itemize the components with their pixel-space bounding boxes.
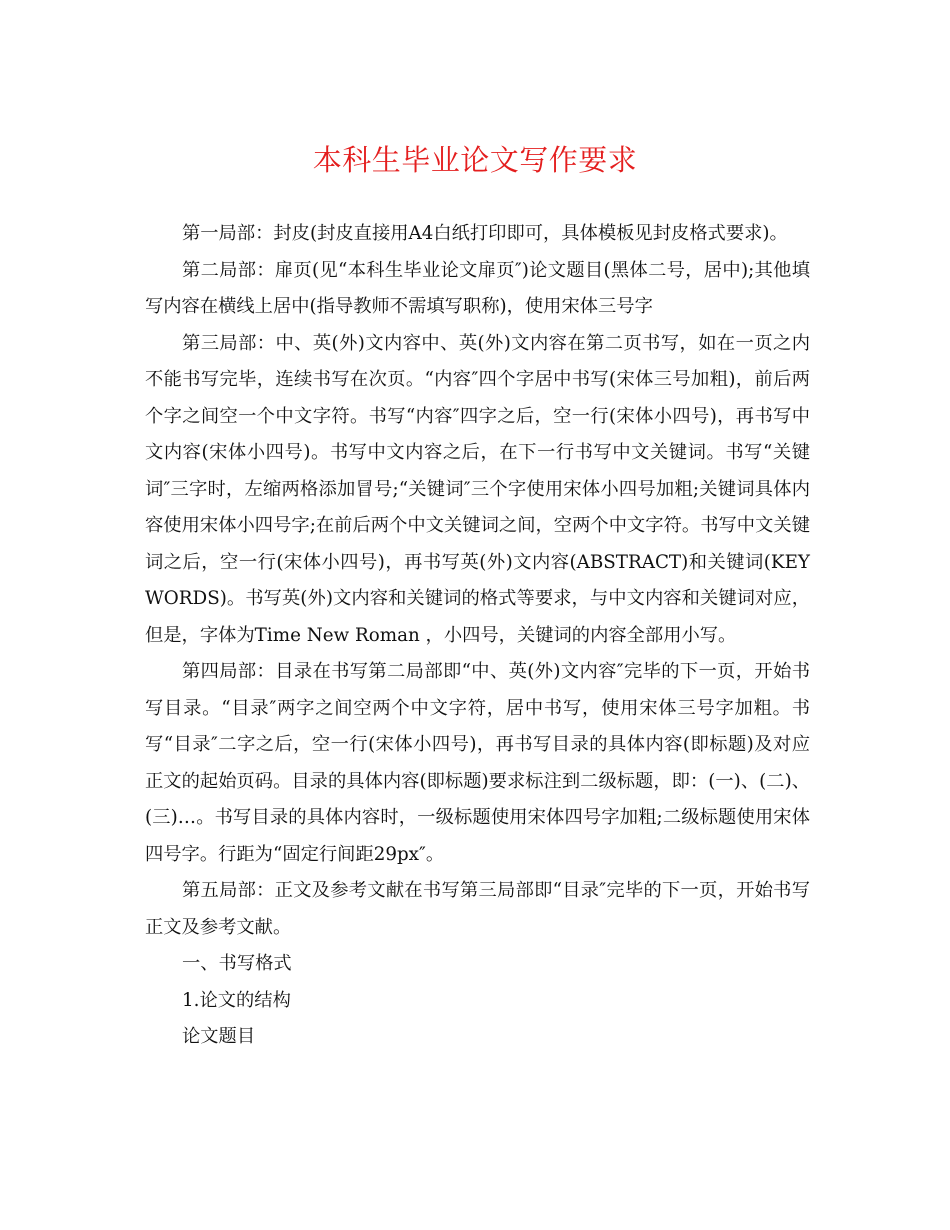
paragraph-part-five: 第五局部：正文及参考文献在书写第三局部即“目录″完毕的下一页，开始书写正文及参考文献。 [145, 880, 810, 938]
paragraph-part-one: 第一局部：封皮(封皮直接用A4白纸打印即可，具体模板见封皮格式要求)。 [182, 223, 788, 244]
paragraph-part-three: 第三局部：中、英(外)文内容中、英(外)文内容在第二页书写，如在一页之内不能书写完毕，连续书写在次页。“内容″四个字居中书写(宋体三号加粗)，前后两个字之间空一个中文字符。书写“内容″四字之后，空一行(宋体小四号)，再书写中文内容(宋体小四号)。书写中文内容之后，在下一行书写中文关键词。书写“关键词″三字时，左缩两格添加冒号;“关键词″三个字使用宋体小四号加粗;关键词具体内容使用宋体小四号字;在前后两个中文关键词之间，空两个中文字符。书写中文关键词之后，空一行(宋体小四号)，再书写英(外)文内容(ABSTRACT)和关键词(KEY WORDS)。书写英(外)文内容和关键词的格式等要求，与中文内容和关键词对应，但是，字体为Time New Roman ，小四号，关键词的内容全部用小写。 [145, 332, 810, 646]
heading-writing-format: 一、书写格式 [182, 953, 292, 974]
heading-thesis-title: 论文题目 [182, 1026, 256, 1047]
paragraph-part-two: 第二局部：扉页(见“本科生毕业论文扉页″)论文题目(黑体二号，居中);其他填写内容在横线上居中(指导教师不需填写职称)，使用宋体三号字 [145, 259, 810, 317]
document-body [145, 216, 810, 1056]
document-title: 本科生毕业论文写作要求 [312, 143, 638, 177]
paragraph-part-four: 第四局部：目录在书写第二局部即“中、英(外)文内容″完毕的下一页，开始书写目录。“目录″两字之间空两个中文字符，居中书写，使用宋体三号字加粗。书写“目录″二字之后，空一行(宋体小四号)，再书写目录的具体内容(即标题)及对应正文的起始页码。目录的具体内容(即标题)要求标注到二级标题，即：(一)、(二)、(三)…。书写目录的具体内容时，一级标题使用宋体四号字加粗;二级标题使用宋体四号字。行距为“固定行间距29px″。 [145, 661, 810, 865]
heading-thesis-structure: 1.论文的结构 [182, 989, 291, 1011]
